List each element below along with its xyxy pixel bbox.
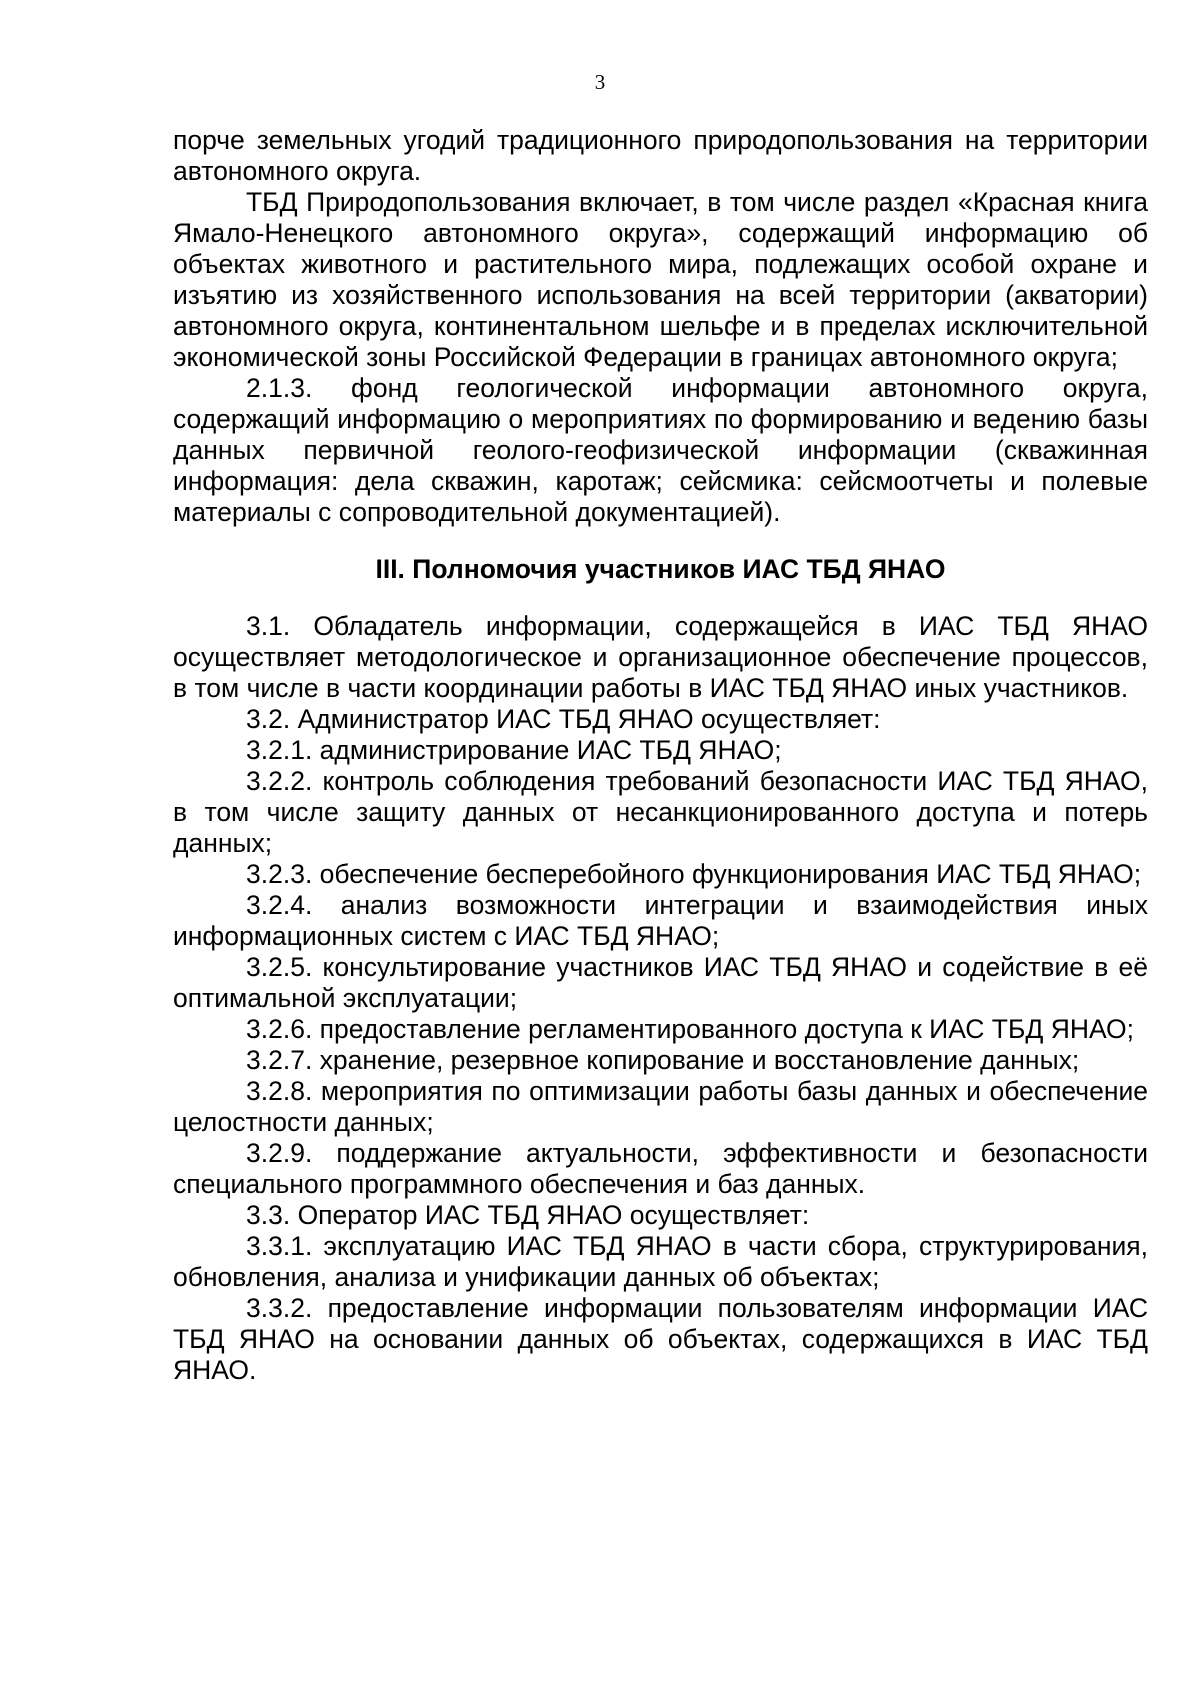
paragraph-3-3-1: 3.3.1. эксплуатацию ИАС ТБД ЯНАО в части сбора, структурирования, обновления, анализа и унификации данных об объектах; [173, 1231, 1148, 1292]
section-heading: III. Полномочия участников ИАС ТБД ЯНАО [375, 554, 946, 584]
paragraph-3-2-5: 3.2.5. консультирование участников ИАС ТБД ЯНАО и содействие в её оптимальной эксплуатации; [173, 952, 1148, 1013]
paragraph-3-2-3: 3.2.3. обеспечение бесперебойного функционирования ИАС ТБД ЯНАО; [246, 859, 1142, 889]
paragraph-3-2: 3.2. Администратор ИАС ТБД ЯНАО осуществляет: [246, 704, 881, 734]
paragraph-3-2-9: 3.2.9. поддержание актуальности, эффективности и безопасности специального программного обеспечения и баз данных. [173, 1138, 1148, 1199]
paragraph-2-1-3: 2.1.3. фонд геологической информации автономного округа, содержащий информацию о мероприятиях по формированию и ведению базы данных первичной геолого-геофизической информации (скважинная информация: дела скважин, каротаж; сейсмика: сейсмоотчеты и полевые материалы с сопроводительной документацией). [173, 373, 1148, 527]
paragraph-continuation: порче земельных угодий традиционного природопользования на территории автономного округа. [173, 125, 1148, 186]
paragraph-3-2-1: 3.2.1. администрирование ИАС ТБД ЯНАО; [246, 735, 782, 765]
paragraph-3-2-2: 3.2.2. контроль соблюдения требований безопасности ИАС ТБД ЯНАО, в том числе защиту данных от несанкционированного доступа и потерь данных; [173, 766, 1148, 858]
page-number: 3 [594, 70, 606, 94]
paragraph-3-2-7: 3.2.7. хранение, резервное копирование и восстановление данных; [246, 1045, 1080, 1075]
paragraph-3-2-8: 3.2.8. мероприятия по оптимизации работы базы данных и обеспечение целостности данных; [173, 1076, 1148, 1137]
paragraph-3-3-2: 3.3.2. предоставление информации пользователям информации ИАС ТБД ЯНАО на основании данных об объектах, содержащихся в ИАС ТБД ЯНАО. [173, 1293, 1148, 1385]
document-body [173, 125, 1148, 1386]
paragraph-3-1: 3.1. Обладатель информации, содержащейся в ИАС ТБД ЯНАО осуществляет методологическое и организационное обеспечение процессов, в том числе в части координации работы в ИАС ТБД ЯНАО иных участников. [173, 611, 1148, 703]
paragraph-3-2-6: 3.2.6. предоставление регламентированного доступа к ИАС ТБД ЯНАО; [246, 1014, 1135, 1044]
paragraph-red-book: ТБД Природопользования включает, в том числе раздел «Красная книга Ямало-Ненецкого автономного округа», содержащий информацию об объектах животного и растительного мира, подлежащих особой охране и изъятию из хозяйственного использования на всей территории (акватории) автономного округа, континентальном шельфе и в пределах исключительной экономической зоны Российской Федерации в границах автономного округа; [173, 187, 1148, 372]
paragraph-3-3: 3.3. Оператор ИАС ТБД ЯНАО осуществляет: [246, 1200, 810, 1230]
paragraph-3-2-4: 3.2.4. анализ возможности интеграции и взаимодействия иных информационных систем с ИАС ТБД ЯНАО; [173, 890, 1148, 951]
